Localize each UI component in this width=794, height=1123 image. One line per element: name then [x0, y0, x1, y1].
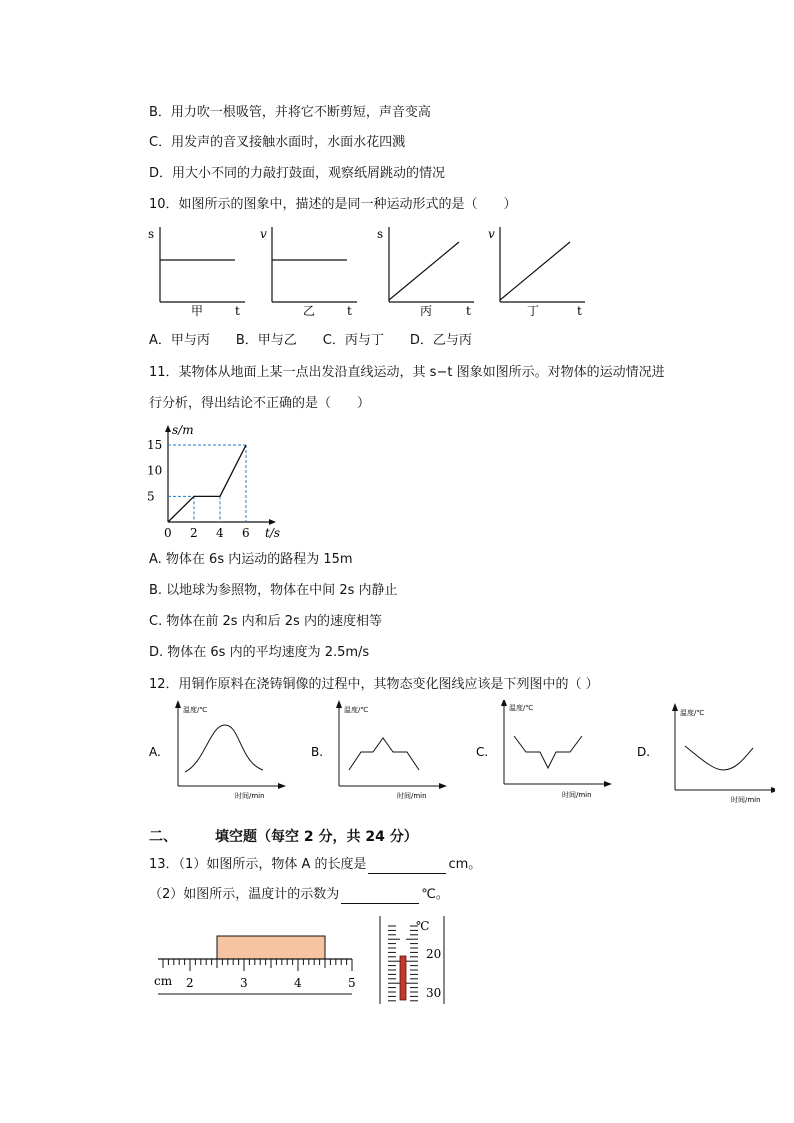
x-axis-label: t [235, 304, 240, 318]
ruler-tick-label: 4 [294, 976, 302, 990]
q10-stem: 10．如图所示的图象中，描述的是同一种运动形式的是（ ） [149, 197, 517, 212]
graph-name: 甲 [191, 304, 204, 318]
y-axis-label: s [148, 227, 155, 241]
graph-curve [349, 738, 419, 770]
y-axis-label: v [260, 227, 267, 241]
x-axis-arrow [269, 519, 276, 525]
x-tick-label: 0 [164, 526, 172, 540]
q12-graph-c [476, 700, 612, 799]
q10-graph-bing [377, 227, 474, 318]
q11-stem-line1: 11．某物体从地面上某一点出发沿直线运动，其 s−t 图象如图所示。对物体的运动情况进 [149, 365, 665, 380]
graph-name: 丙 [420, 304, 433, 318]
x-axis-label: 时间/min [397, 792, 427, 800]
q10-graph-yi [260, 227, 357, 318]
ruler-unit: cm [154, 974, 173, 988]
graph-name: 丁 [527, 304, 540, 318]
q11-stem-line2: 行分析，得出结论不正确的是（ ） [149, 396, 371, 411]
series-line [168, 445, 246, 522]
section-number: 二、 [149, 829, 177, 845]
ruler-figure [150, 930, 360, 1000]
q11-option-a: A. 物体在 6s 内运动的路程为 15m [149, 552, 353, 567]
graph-curve [514, 736, 582, 768]
thermometer-unit: ℃ [416, 919, 430, 933]
answer-blank-length[interactable] [368, 859, 446, 874]
x-tick-label: 4 [216, 526, 224, 540]
q12-graph-a [149, 700, 286, 800]
thermometer-label-30: 30 [426, 986, 442, 1000]
q13-part1 [149, 856, 481, 874]
y-tick-label: 15 [147, 438, 163, 453]
x-axis-label: 时间/min [235, 792, 265, 800]
graph-curve [185, 725, 263, 772]
x-axis-label: t/s [265, 526, 281, 540]
q11-st-chart [145, 420, 295, 545]
q12-graph-d [637, 703, 775, 804]
thermometer-label-20: 20 [426, 947, 442, 961]
y-axis-arrow [165, 425, 171, 432]
x-axis-label: t [577, 304, 582, 318]
graph-name: 乙 [303, 304, 316, 318]
q12-graphs [145, 700, 775, 808]
x-axis-label: t [347, 304, 352, 318]
x-axis-label: t [466, 304, 471, 318]
thermometer-figure [374, 912, 452, 1008]
y-axis-label: 温度/℃ [509, 704, 534, 712]
q10-options: A．甲与丙 B．甲与乙 C．丙与丁 D．乙与丙 [149, 333, 472, 348]
q13-part1-text: 13．（1）如图所示，物体 A 的长度是 [149, 857, 367, 872]
y-axis-label: 温度/℃ [344, 706, 369, 714]
option-letter: A. [149, 745, 161, 759]
q11-option-b: B. 以地球为参照物，物体在中间 2s 内静止 [149, 583, 398, 598]
q13-part2-text: （2）如图所示，温度计的示数为 [149, 887, 340, 902]
ruler-tick-label: 5 [348, 976, 356, 990]
y-axis-label: s/m [172, 423, 194, 437]
q13-part2 [149, 886, 449, 904]
q12-graph-b [311, 700, 447, 800]
x-axis-label: 时间/min [562, 791, 592, 799]
y-axis-label: 温度/℃ [183, 706, 208, 714]
q12-stem: 12．用铜作原料在浇铸铜像的过程中，其物态变化图线应该是下列图中的（ ） [149, 677, 599, 692]
y-tick-label: 5 [147, 489, 155, 504]
graph-line [389, 242, 459, 300]
option-letter: C. [476, 745, 489, 759]
q10-graph-jia [148, 227, 245, 318]
section-title: 填空题（每空 2 分，共 24 分） [215, 829, 418, 845]
graph-line [500, 242, 570, 300]
mercury-column [400, 956, 406, 1000]
section-heading [149, 826, 418, 846]
q9-option-c: C．用发声的音叉接触水面时，水面水花四溅 [149, 135, 406, 150]
object-a [217, 936, 325, 959]
y-axis-label: v [488, 227, 495, 241]
y-tick-label: 10 [147, 463, 163, 478]
q10-motion-graphs [145, 222, 605, 322]
x-tick-label: 6 [242, 526, 250, 540]
q10-graph-ding [488, 227, 585, 318]
y-axis-label: s [377, 227, 384, 241]
q9-option-d: D．用大小不同的力敲打鼓面，观察纸屑跳动的情况 [149, 166, 446, 181]
q9-option-b: B．用力吹一根吸管，并将它不断剪短，声音变高 [149, 105, 431, 120]
q11-option-d: D. 物体在 6s 内的平均速度为 2.5m/s [149, 645, 370, 660]
q11-option-c: C. 物体在前 2s 内和后 2s 内的速度相等 [149, 614, 382, 629]
q13-part1-unit: cm。 [448, 857, 482, 872]
answer-blank-temperature[interactable] [341, 889, 419, 904]
x-tick-label: 2 [190, 526, 198, 540]
ruler-tick-label: 2 [186, 976, 194, 990]
q13-part2-unit: ℃。 [421, 887, 449, 902]
option-letter: B. [311, 745, 324, 759]
graph-curve [685, 746, 753, 770]
option-letter: D. [637, 745, 651, 759]
x-axis-label: 时间/min [731, 796, 761, 804]
ruler-tick-label: 3 [240, 976, 248, 990]
y-axis-label: 温度/℃ [680, 709, 705, 717]
